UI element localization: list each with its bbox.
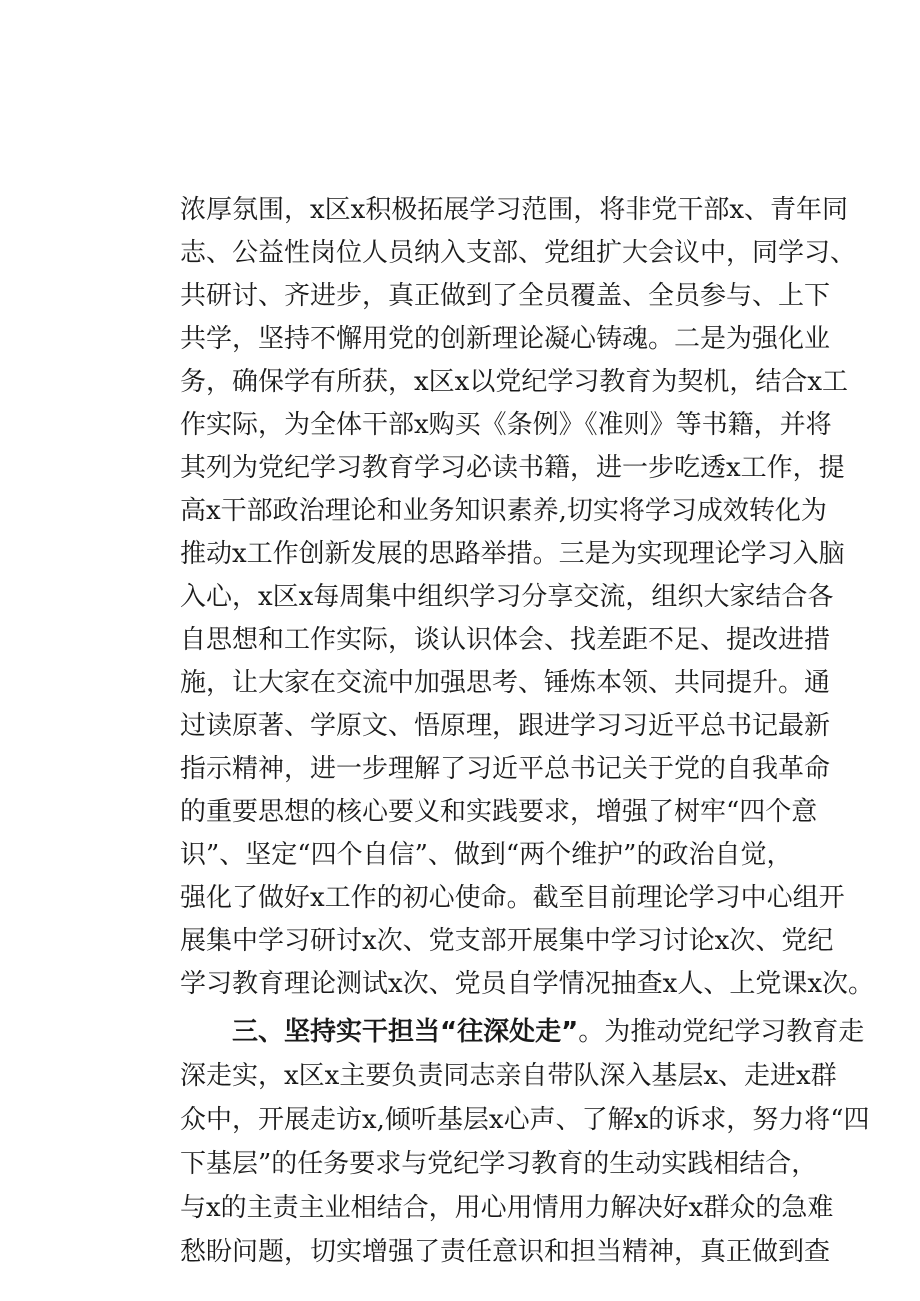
paragraph-2-line-5: 与x的主责主业相结合，用心用情用力解决好x群众的急难: [180, 1193, 834, 1223]
paragraph-2-line-4: 下基层”的任务要求与党纪学习教育的生动实践相结合，: [180, 1149, 818, 1179]
paragraph-1-line-19: 学习教育理论测试x次、党员自学情况抽查x人、上党课x次。: [180, 969, 874, 999]
paragraph-2-line-6: 愁盼问题，切实增强了责任意识和担当精神，真正做到查: [180, 1237, 831, 1267]
paragraph-1-line-3: 共研讨、齐进步，真正做到了全员覆盖、全员参与、上下: [180, 281, 831, 311]
paragraph-2-line-2: 深走实，x区x主要负责同志亲自带队深入基层x、走进x群: [180, 1061, 837, 1091]
paragraph-2-line-1-rest: 。为推动党纪学习教育走: [578, 1017, 865, 1047]
paragraph-1-line-15: 的重要思想的核心要义和实践要求，增强了树牢“四个意: [180, 797, 818, 827]
paragraph-1-line-2: 志、公益性岗位人员纳入支部、党组扩大会议中，同学习、: [180, 238, 857, 268]
paragraph-2-line-3: 众中，开展走访x,倾听基层x心声、了解x的诉求，努力将“四: [180, 1105, 870, 1135]
paragraph-1-line-9: 推动x工作创新发展的思路举措。三是为实现理论学习入脑: [180, 539, 845, 569]
paragraph-1-line-17: 强化了做好x工作的初心使命。截至目前理论学习中心组开: [180, 883, 845, 913]
paragraph-1-line-4: 共学，坚持不懈用党的创新理论凝心铸魂。二是为强化业: [180, 324, 831, 354]
section-heading: 三、坚持实干担当“往深处走”: [232, 1017, 579, 1047]
paragraph-1-line-5: 务，确保学有所获，x区x以党纪学习教育为契机，结合x工: [180, 367, 848, 397]
paragraph-2-line-1: [232, 1010, 865, 1054]
paragraph-1-line-1: 浓厚氛围，x区x积极拓展学习范围，将非党干部x、青年同: [180, 195, 848, 225]
paragraph-1-line-8: 高x干部政治理论和业务知识素养,切实将学习成效转化为: [180, 496, 827, 526]
paragraph-1-line-18: 展集中学习研讨x次、党支部开展集中学习讨论x次、党纪: [180, 926, 834, 956]
paragraph-1-line-6: 作实际，为全体干部x购买《条例》《准则》等书籍，并将: [180, 410, 832, 440]
paragraph-1-line-10: 入心，x区x每周集中组织学习分享交流，组织大家结合各: [180, 582, 834, 612]
paragraph-1-line-12: 施，让大家在交流中加强思考、锤炼本领、共同提升。通: [180, 668, 831, 698]
paragraph-1-line-7: 其列为党纪学习教育学习必读书籍，进一步吃透x工作，提: [180, 453, 845, 483]
paragraph-1-line-16: 识”、坚定“四个自信”、做到“两个维护”的政治自觉，: [180, 840, 793, 870]
paragraph-1-line-11: 自思想和工作实际，谈认识体会、找差距不足、提改进措: [180, 625, 831, 655]
paragraph-1-line-13: 过读原著、学原文、悟原理，跟进学习习近平总书记最新: [180, 711, 831, 741]
paragraph-1-line-14: 指示精神，进一步理解了习近平总书记关于党的自我革命: [180, 754, 831, 784]
